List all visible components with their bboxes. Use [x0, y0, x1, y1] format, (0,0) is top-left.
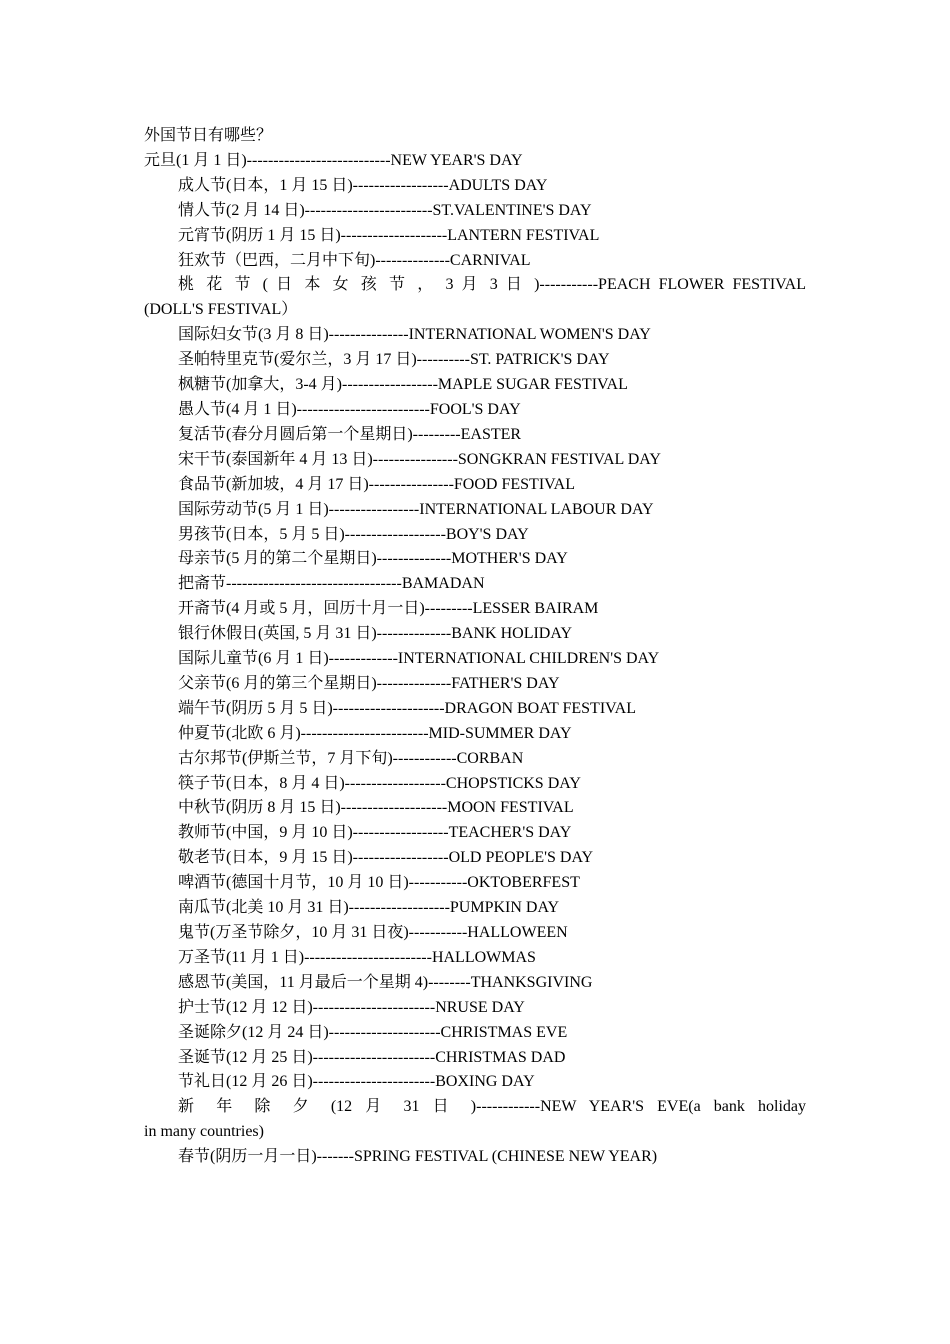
festival-entry: 啤酒节(德国十月节，10 月 10 日)-----------OKTOBERFEST — [178, 874, 580, 892]
festival-entry: 鬼节(万圣节除夕，10 月 31 日夜)-----------HALLOWEEN — [178, 924, 568, 941]
document-title: 外国节日有哪些？ — [144, 127, 273, 144]
festival-entry: 把斋节---------------------------------BAMADAN — [178, 575, 485, 593]
festival-entry: 狂欢节（巴西，二月中下旬)--------------CARNIVAL — [178, 251, 531, 269]
festival-entry: 感恩节(美国，11 月最后一个星期 4)--------THANKSGIVING — [178, 973, 593, 991]
festival-entry: 圣诞除夕(12 月 24 日)---------------------CHRISTMAS EVE — [178, 1023, 568, 1041]
festival-entry: 中秋节(阴历 8 月 15 日)--------------------MOON FESTIVAL — [178, 799, 574, 817]
festival-entry: 成人节(日本，1 月 15 日)------------------ADULTS DAY — [178, 176, 548, 194]
festival-entry: 筷子节(日本，8 月 4 日)-------------------CHOPSTICKS DAY — [178, 774, 581, 792]
festival-entry: 敬老节(日本，9 月 15 日)------------------OLD PEOPLE'S DAY — [178, 849, 594, 867]
festival-entry: 宋干节(泰国新年 4 月 13 日)----------------SONGKRAN FESTIVAL DAY — [178, 450, 661, 468]
festival-entry: 父亲节(6 月的第三个星期日)--------------FATHER'S DAY — [178, 674, 560, 692]
festival-entry-line: (DOLL'S FESTIVAL） — [144, 301, 298, 319]
festival-entry: 枫糖节(加拿大，3-4 月)------------------MAPLE SUGAR FESTIVAL — [178, 376, 628, 394]
festival-entry-line: 新 年 除 夕 (12 月 31 日 )------------NEW YEAR'S EVE(a bank holiday — [178, 1098, 806, 1116]
festival-entry-line: 桃 花 节 ( 日 本 女 孩 节 ， 3 月 3 日 )-----------PEACH FLOWER FESTIVAL — [178, 276, 806, 294]
festival-entry: 情人节(2 月 14 日)------------------------ST.VALENTINE'S DAY — [178, 201, 592, 219]
festival-entry: 国际儿童节(6 月 1 日)-------------INTERNATIONAL CHILDREN'S DAY — [178, 650, 660, 668]
festival-entry: 护士节(12 月 12 日)-----------------------NRUSE DAY — [178, 998, 525, 1016]
festival-entry-peach-flower — [144, 273, 806, 323]
festival-entry: 节礼日(12 月 26 日)-----------------------BOXING DAY — [178, 1073, 535, 1091]
festival-entry: 国际妇女节(3 月 8 日)---------------INTERNATIONAL WOMEN'S DAY — [178, 326, 651, 344]
festival-entry: 教师节(中国，9 月 10 日)------------------TEACHER'S DAY — [178, 824, 572, 842]
festival-entry-new-years-day: 元旦(1 月 1 日)---------------------------NEW YEAR'S DAY — [144, 151, 523, 169]
festival-entry: 端午节(阴历 5 月 5 日)---------------------DRAGON BOAT FESTIVAL — [178, 699, 636, 717]
festival-entry: 仲夏节(北欧 6 月)------------------------MID-SUMMER DAY — [178, 724, 572, 742]
festival-entry: 圣帕特里克节(爱尔兰，3 月 17 日)----------ST. PATRICK'S DAY — [178, 351, 610, 369]
document-body — [144, 124, 806, 1170]
festival-entry: 银行休假日(英国, 5 月 31 日)--------------BANK HOLIDAY — [178, 625, 572, 643]
festival-entry: 男孩节(日本，5 月 5 日)-------------------BOY'S DAY — [178, 525, 529, 543]
festival-entry: 古尔邦节(伊斯兰节，7 月下旬)------------CORBAN — [178, 749, 524, 767]
festival-entry-new-years-eve — [144, 1095, 806, 1145]
festival-entry-line: in many countries) — [144, 1123, 264, 1141]
festival-entry: 开斋节(4 月或 5 月，回历十月一日)---------LESSER BAIRAM — [178, 600, 599, 618]
festival-entry-spring-festival: 春节(阴历一月一日)-------SPRING FESTIVAL (CHINESE NEW YEAR) — [178, 1148, 658, 1166]
festival-entry: 复活节(春分月圆后第一个星期日)---------EASTER — [178, 425, 522, 443]
festival-entry: 元宵节(阴历 1 月 15 日)--------------------LANTERN FESTIVAL — [178, 226, 600, 244]
festival-entry: 国际劳动节(5 月 1 日)-----------------INTERNATIONAL LABOUR DAY — [178, 500, 654, 518]
festival-entry: 圣诞节(12 月 25 日)-----------------------CHRISTMAS DAD — [178, 1048, 566, 1066]
festival-entry: 愚人节(4 月 1 日)-------------------------FOOL'S DAY — [178, 400, 521, 418]
festival-entry: 南瓜节(北美 10 月 31 日)-------------------PUMPKIN DAY — [178, 899, 560, 917]
festival-entry: 食品节(新加坡，4 月 17 日)----------------FOOD FESTIVAL — [178, 475, 575, 493]
festival-entry: 母亲节(5 月的第二个星期日)--------------MOTHER'S DAY — [178, 550, 568, 568]
festival-entry: 万圣节(11 月 1 日)------------------------HALLOWMAS — [178, 948, 536, 966]
